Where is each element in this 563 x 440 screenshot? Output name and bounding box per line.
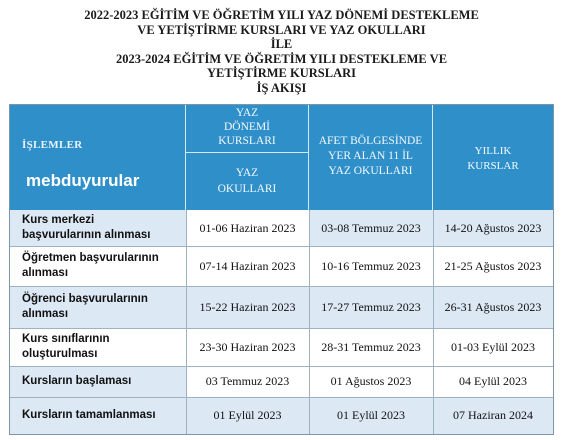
- table-cell: 01-03 Eylül 2023: [433, 328, 553, 366]
- header-brand-watermark: mebduyurular: [26, 171, 140, 190]
- header-annual-line-1: YILLIK: [474, 145, 512, 157]
- header-disaster-region-cell: [309, 105, 433, 210]
- row-label-line: Kursların başlaması: [22, 375, 132, 387]
- header-operations-cell: [10, 105, 186, 210]
- row-label-line: Öğrenci başvurularının: [22, 293, 148, 305]
- header-disaster-line-1: AFET BÖLGESİNDE: [318, 135, 423, 147]
- table-cell: 01 Eylül 2023: [309, 397, 433, 434]
- title-line-2: VE YETİŞTİRME KURSLARI VE YAZ OKULLARI: [137, 22, 426, 37]
- title-line-4: 2023-2024 EĞİTİM VE ÖĞRETİM YILI DESTEKLEME VE: [115, 51, 448, 66]
- title-line-5: YETİŞTİRME KURSLARI: [207, 66, 356, 81]
- table-cell: 01 Eylül 2023: [186, 397, 309, 434]
- table-cell: 07 Haziran 2024: [433, 397, 553, 434]
- header-annual-courses-cell: [433, 105, 553, 210]
- title-line-1: 2022-2023 EĞİTİM VE ÖĞRETİM YILI YAZ DÖNEMİ DESTEKLEME: [84, 8, 479, 22]
- table-cell: 26-31 Ağustos 2023: [433, 286, 553, 328]
- table-cell: 03 Temmuz 2023: [186, 366, 309, 397]
- row-label-line: Kurs merkezi: [22, 214, 95, 226]
- table-cell: 07-14 Haziran 2023: [186, 246, 309, 286]
- row-divider: [10, 328, 553, 329]
- row-label-line: alınması: [22, 267, 69, 279]
- table-row-label: [10, 210, 186, 246]
- column-divider: [186, 210, 187, 434]
- title-line-6: İŞ AKIŞI: [256, 80, 307, 95]
- title-line-3: İLE: [270, 37, 293, 52]
- table-row-label: [10, 286, 186, 328]
- table-cell: 28-31 Temmuz 2023: [309, 328, 433, 366]
- table-row-label: [10, 246, 186, 286]
- table-cell: 10-16 Temmuz 2023: [309, 246, 433, 286]
- row-label-line: oluşturulması: [22, 348, 98, 360]
- row-divider: [10, 246, 553, 247]
- table-cell: 21-25 Ağustos 2023: [433, 246, 553, 286]
- table-row-label: [10, 366, 186, 397]
- document-title: [0, 8, 563, 96]
- row-label-line: Kurs sınıflarının: [22, 333, 110, 345]
- table-cell: 01-06 Haziran 2023: [186, 210, 309, 246]
- row-divider: [10, 397, 553, 398]
- row-label-line: başvurularının alınması: [22, 229, 151, 241]
- header-summer-schools-line-1: YAZ: [235, 167, 259, 179]
- row-label-line: alınması: [22, 308, 69, 320]
- header-disaster-line-3: YAZ OKULLARI: [328, 165, 413, 177]
- table-cell: 23-30 Haziran 2023: [186, 328, 309, 366]
- row-divider: [10, 366, 553, 367]
- row-label-line: Kursların tamamlanması: [22, 409, 156, 421]
- table-cell: 15-22 Haziran 2023: [186, 286, 309, 328]
- header-summer-schools-line-2: OKULLARI: [217, 183, 277, 195]
- header-operations-label: İŞLEMLER: [22, 139, 83, 151]
- header-disaster-line-2: YER ALAN 11 İL: [328, 150, 413, 162]
- column-divider: [433, 210, 434, 434]
- table-cell: 14-20 Ağustos 2023: [433, 210, 553, 246]
- header-annual-line-2: KURSLAR: [467, 160, 519, 172]
- header-summer-courses-line-2: DÖNEMİ: [224, 121, 270, 133]
- header-summer-courses-cell: [186, 105, 309, 153]
- table-cell: 01 Ağustos 2023: [309, 366, 433, 397]
- table-cell: 03-08 Temmuz 2023: [309, 210, 433, 246]
- header-summer-courses-line-1: YAZ: [235, 107, 259, 119]
- header-summer-courses-line-3: KURSLARI: [218, 135, 276, 147]
- header-summer-schools-cell: [186, 153, 309, 210]
- table-cell: 04 Eylül 2023: [433, 366, 553, 397]
- row-divider: [10, 286, 553, 287]
- table-row-label: [10, 397, 186, 434]
- table-row-label: [10, 328, 186, 366]
- workflow-table: [9, 104, 554, 435]
- column-divider: [309, 210, 310, 434]
- row-label-line: Öğretmen başvurularının: [22, 252, 159, 264]
- table-cell: 17-27 Temmuz 2023: [309, 286, 433, 328]
